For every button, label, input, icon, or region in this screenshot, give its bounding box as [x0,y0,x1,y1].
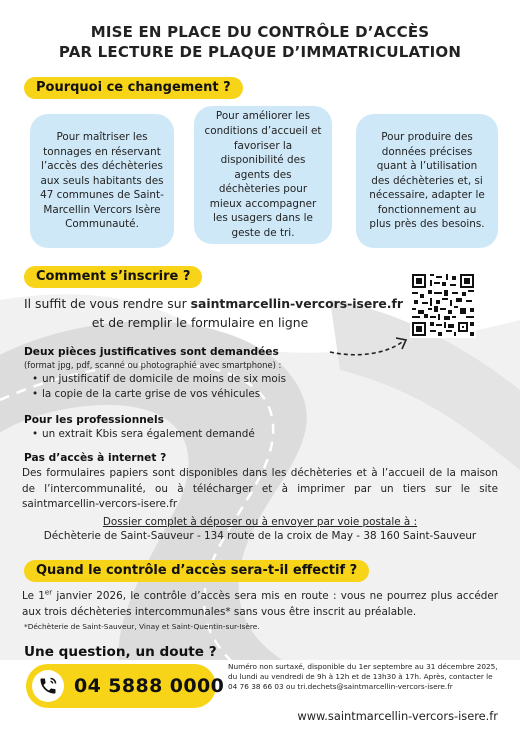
when-text-post: janvier 2026, le contrôle d’accès sera mis en route : vous ne pourrez plus accéder aux trois déchèteries intercommunales* sans vous être inscrit au préalable. [22,590,498,618]
footnote: *Déchèterie de Saint-Sauveur, Vinay et Saint-Quentin-sur-Isère. [24,622,260,631]
pieces-heading: Deux pièces justificatives sont demandées [24,346,279,358]
intro-prefix: Il suffit de vous rendre sur [24,296,191,311]
pieces-list [32,372,286,401]
section-heading-how: Comment s’inscrire ? [24,266,202,288]
pro-list [32,427,255,442]
intro-line-2: et de remplir le formulaire en ligne [91,315,309,330]
title-line-2: PAR LECTURE DE PLAQUE D’IMMATRICULATION [58,43,462,61]
phone-number: 04 5888 0000 [74,675,225,697]
when-text-pre: Le 1 [22,590,45,602]
postal-heading: Dossier complet à déposer ou à envoyer par voie postale à : [102,516,418,528]
pro-heading: Pour les professionnels [24,414,164,426]
list-item: • un extrait Kbis sera également demandé [32,427,255,442]
list-item: • un justificatif de domicile de moins de six mois [32,372,286,387]
postal-address: Déchèterie de Saint-Sauveur - 134 route de la croix de May - 38 160 Saint-Sauveur [43,530,477,542]
title-line-1: MISE EN PLACE DU CONTRÔLE D’ACCÈS [90,23,430,41]
reason-bubble-1: Pour maîtriser les tonnages en réservant l’accès des déchèteries aux seuls habitants des 47 communes de Saint-Marcellin Vercors Isère Communauté. [30,114,174,248]
when-text-sup: er [44,588,53,597]
intro-site-link[interactable]: saintmarcellin-vercors-isere.fr [190,296,403,311]
reasons-group [0,106,520,256]
section-heading-why: Pourquoi ce changement ? [24,77,243,99]
page-title [0,22,520,62]
website-link[interactable]: www.saintmarcellin-vercors-isere.fr [297,709,498,723]
section-heading-when: Quand le contrôle d’accès sera-t-il effectif ? [24,560,369,582]
reason-bubble-2: Pour améliorer les conditions d’accueil et favoriser la disponibilité des agents des déchèteries pour mieux accompagner les usagers dans le geste de tri. [194,106,332,244]
no-internet-text: Des formulaires papiers sont disponibles dans les déchèteries et à l’accueil de la maison de l’intercommunalité, ou à télécharger et à imprimer par un tiers sur le site saintmarcellin-vercors-isere.fr [22,467,498,511]
qr-code-icon[interactable] [410,272,476,338]
reason-bubble-3: Pour produire des données précises quant à l’utilisation des déchèteries et, si nécessaire, adapter le fonctionnement au plus près des besoins. [356,114,498,248]
when-text [22,589,498,620]
question-heading: Une question, un doute ? [24,644,217,660]
list-item: • la copie de la carte grise de vos véhicules [32,387,286,402]
intro-line-1 [24,296,403,312]
pieces-format: (format jpg, pdf, scanné ou photographié avec smartphone) : [24,360,282,370]
dashed-arrow-icon [326,332,412,360]
phone-note: Numéro non surtaxé, disponible du 1er septembre au 31 décembre 2025, du lundi au vendredi de 9h à 12h et de 13h30 à 17h. Après, contacter le 04 76 38 66 03 ou tri.dechets@saintmarcellin-vercors-isere.fr [228,662,498,691]
phone-icon [38,676,58,696]
no-internet-heading: Pas d’accès à internet ? [24,452,167,464]
phone-button[interactable] [26,664,225,708]
phone-icon-circle [32,670,64,702]
